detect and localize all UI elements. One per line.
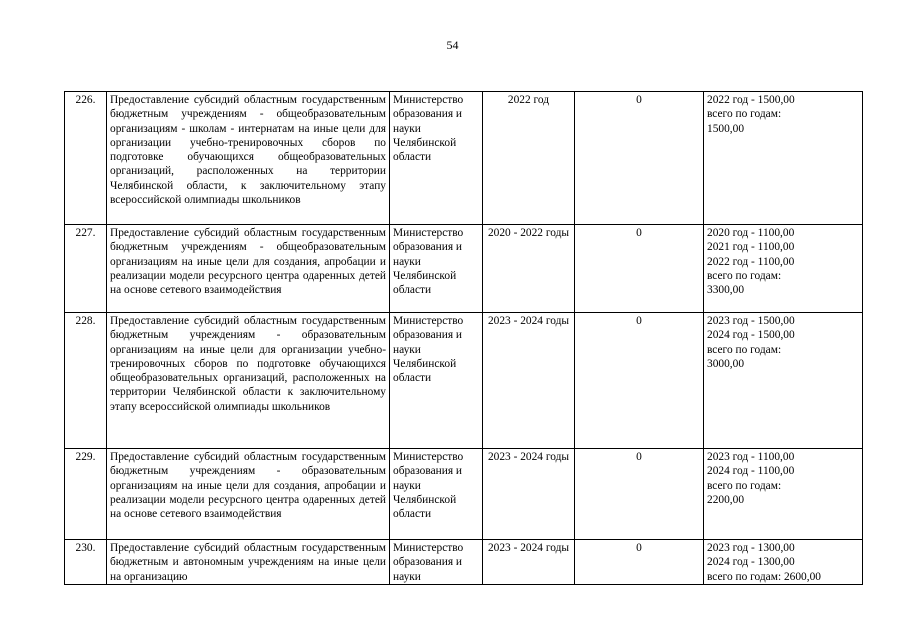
funding-line: всего по годам: <box>707 108 782 121</box>
funding-line: 2023 год - 1300,00 <box>707 542 795 554</box>
row-description: Предоставление субсидий областным государственным бюджетным учреждениям - образовательным организациям на иные цели для организации учебно-тренировочных сборов по подготовке обучающихся общеобразовательных организаций, расположенных на территории Челябинской области к заключительному этапу всероссийской олимпиады школьников <box>107 313 390 449</box>
funding-line: 2200,00 <box>707 493 745 506</box>
row-executor: Министерство образования и науки <box>390 540 483 585</box>
row-period: 2023 - 2024 годы <box>483 313 575 449</box>
row-number: 226. <box>65 92 107 225</box>
row-amount: 0 <box>575 92 704 225</box>
row-period: 2020 - 2022 годы <box>483 225 575 313</box>
funding-line: 2024 год - 1300,00 <box>707 556 795 569</box>
page-number: 54 <box>446 38 459 52</box>
funding-line: 3000,00 <box>707 357 745 370</box>
row-funding <box>704 92 863 225</box>
table-row <box>65 449 863 540</box>
funding-line: 2022 год - 1100,00 <box>707 255 795 268</box>
row-executor: Министерство образования и науки Челябинской области <box>390 225 483 313</box>
row-amount: 0 <box>575 313 704 449</box>
row-amount: 0 <box>575 225 704 313</box>
funding-line: всего по годам: <box>707 343 782 356</box>
funding-line: 2023 год - 1100,00 <box>707 451 795 463</box>
row-description: Предоставление субсидий областным государственным бюджетным и автономным учреждениям на иные цели на организацию <box>107 540 390 585</box>
funding-line: 2024 год - 1100,00 <box>707 465 795 478</box>
table-row <box>65 540 863 585</box>
funding-line: 2020 год - 1100,00 <box>707 227 795 239</box>
row-funding <box>704 449 863 540</box>
table-row <box>65 92 863 225</box>
funding-line: 2022 год - 1500,00 <box>707 94 795 106</box>
funding-line: 2021 год - 1100,00 <box>707 241 795 254</box>
row-period: 2022 год <box>483 92 575 225</box>
program-table <box>64 91 863 585</box>
row-period: 2023 - 2024 годы <box>483 449 575 540</box>
row-description: Предоставление субсидий областным государственным бюджетным учреждениям - общеобразовательным организациям на иные цели для создания, апробации и реализации модели ресурсного центра одаренных детей на основе сетевого взаимодействия <box>107 225 390 313</box>
row-funding <box>704 313 863 449</box>
funding-line: 1500,00 <box>707 122 745 135</box>
row-period: 2023 - 2024 годы <box>483 540 575 585</box>
row-funding <box>704 540 863 585</box>
funding-line: всего по годам: 2600,00 <box>707 570 821 583</box>
row-executor: Министерство образования и науки Челябинской области <box>390 92 483 225</box>
row-number: 230. <box>65 540 107 585</box>
funding-line: всего по годам: <box>707 269 782 282</box>
row-description: Предоставление субсидий областным государственным бюджетным учреждениям - образовательным организациям на иные цели для создания, апробации и реализации модели ресурсного центра одаренных детей на основе сетевого взаимодействия <box>107 449 390 540</box>
row-amount: 0 <box>575 449 704 540</box>
funding-line: 3300,00 <box>707 284 745 297</box>
funding-line: 2023 год - 1500,00 <box>707 315 795 327</box>
row-executor: Министерство образования и науки Челябинской области <box>390 449 483 540</box>
row-description: Предоставление субсидий областным государственным бюджетным учреждениям - общеобразовательным организациям - школам - интернатам на иные цели для организации учебно-тренировочных сборов по подготовке обучающихся общеобразовательных организаций, расположенных на территории Челябинской области, к заключительному этапу всероссийской олимпиады школьников <box>107 92 390 225</box>
row-number: 229. <box>65 449 107 540</box>
row-number: 228. <box>65 313 107 449</box>
funding-line: 2024 год - 1500,00 <box>707 329 795 342</box>
table-row <box>65 225 863 313</box>
table-row <box>65 313 863 449</box>
row-amount: 0 <box>575 540 704 585</box>
row-number: 227. <box>65 225 107 313</box>
funding-line: всего по годам: <box>707 479 782 492</box>
row-funding <box>704 225 863 313</box>
row-executor: Министерство образования и науки Челябинской области <box>390 313 483 449</box>
